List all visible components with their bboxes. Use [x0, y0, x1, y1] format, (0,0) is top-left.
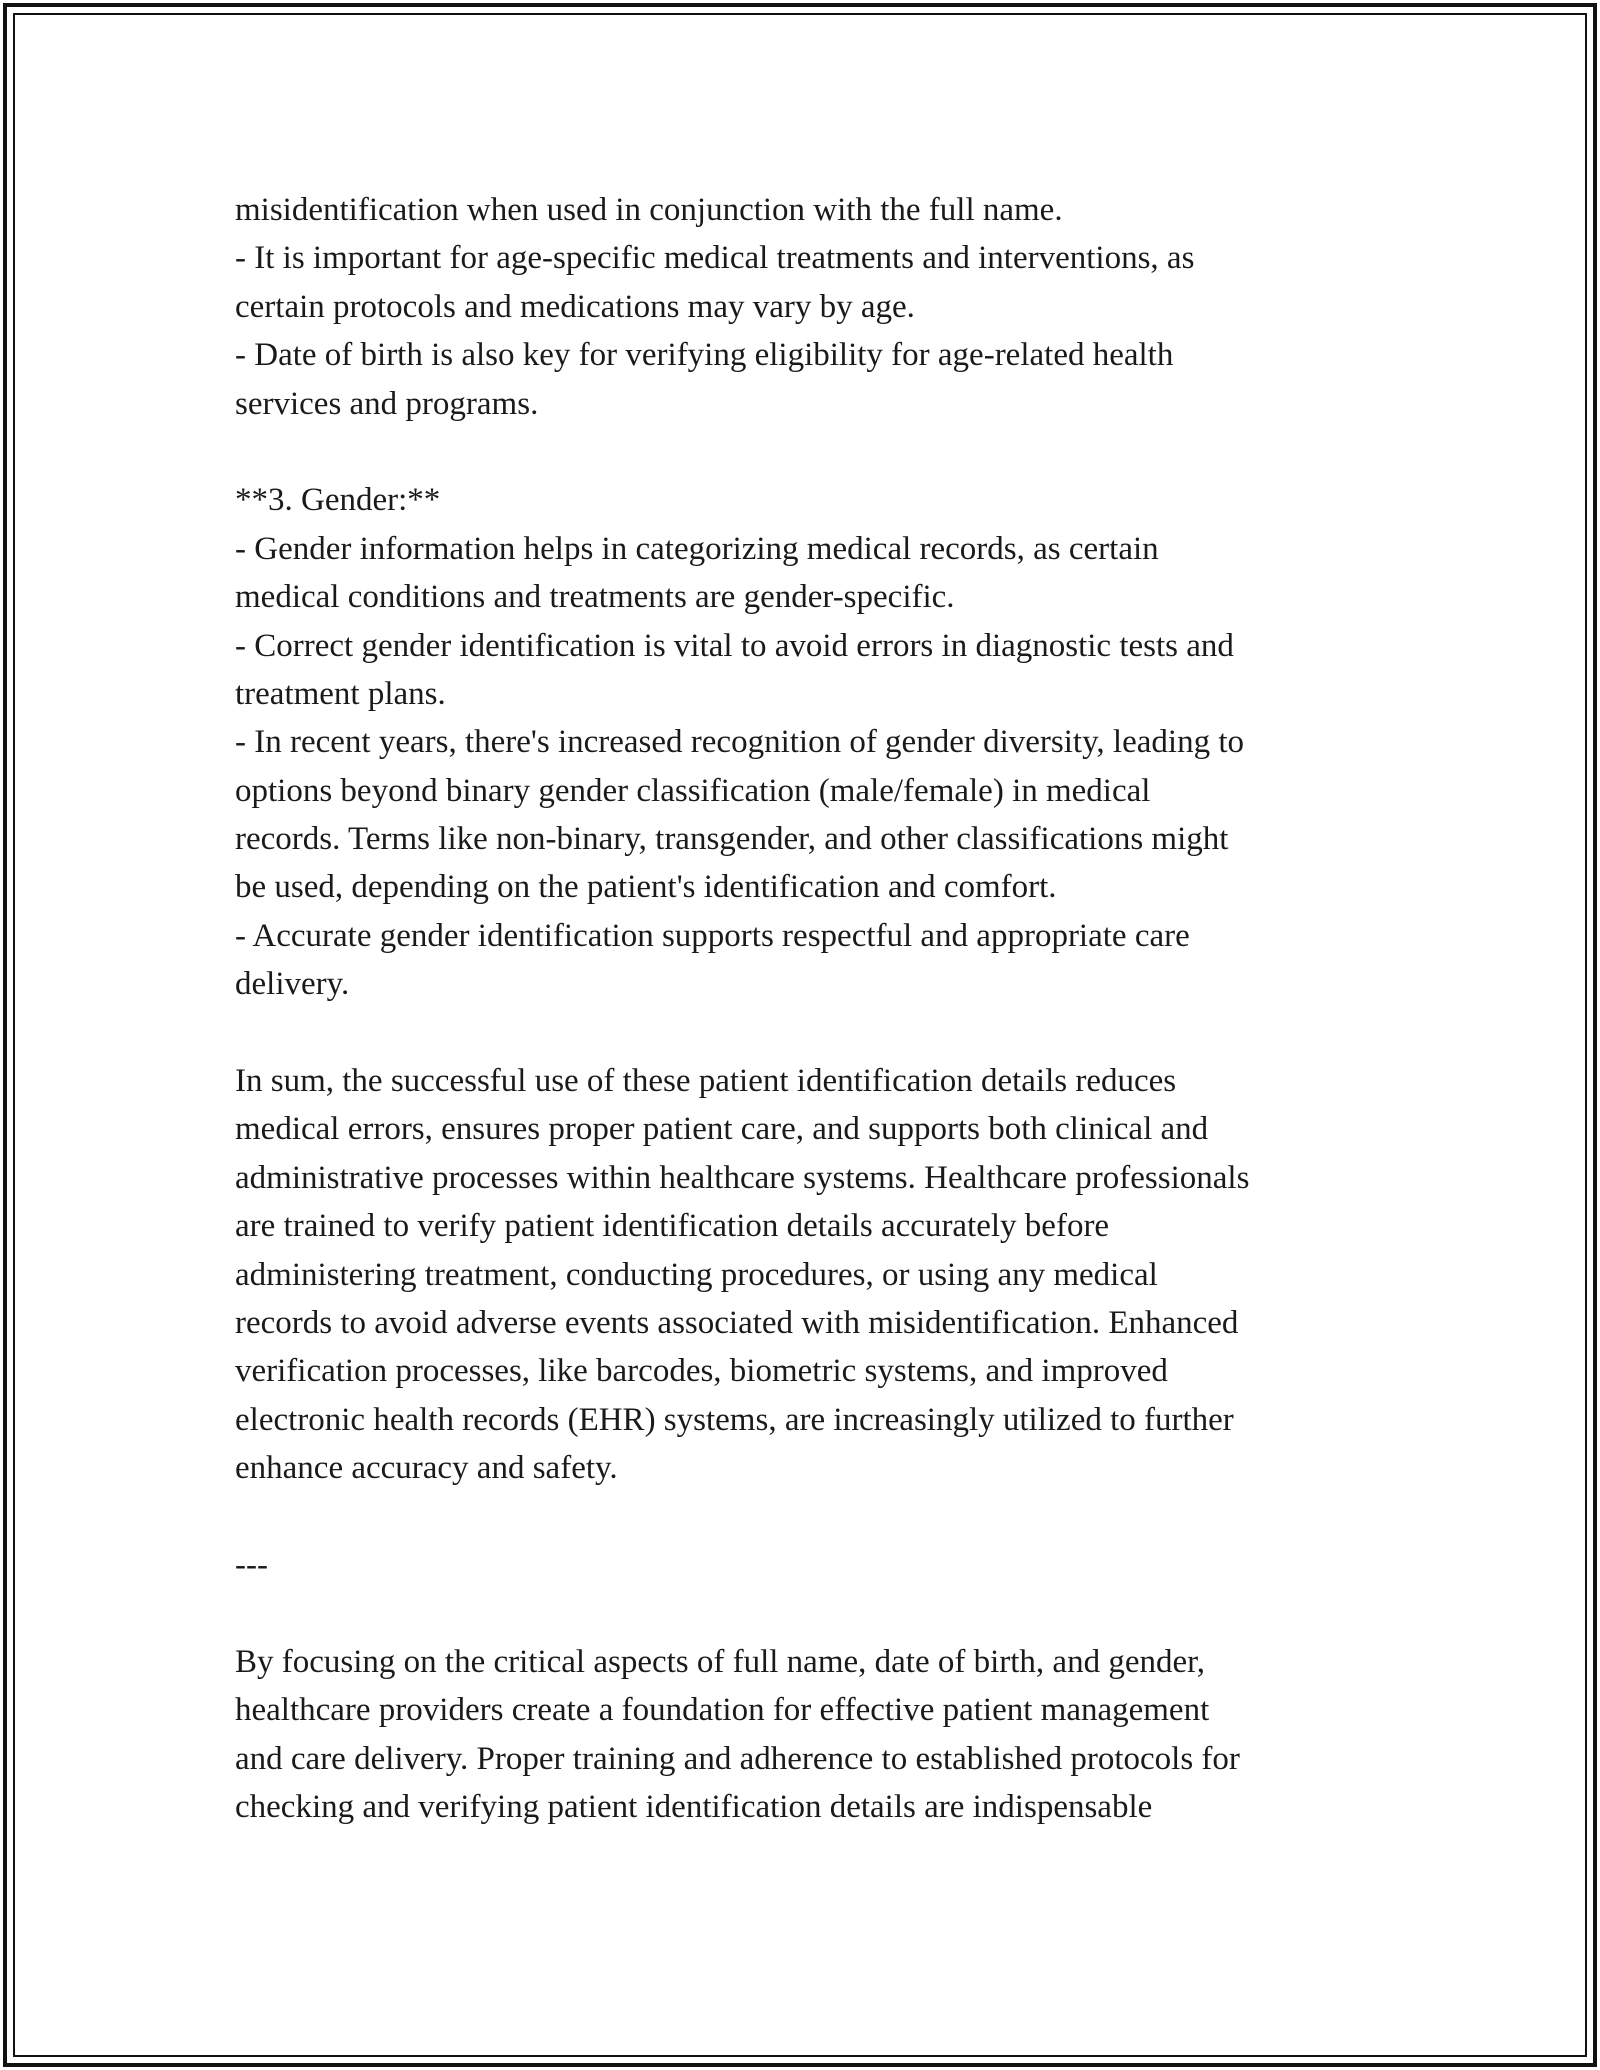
text-line: --- — [235, 1546, 268, 1583]
document-body — [235, 186, 1395, 1831]
text-line: - Date of birth is also key for verifying eligibility for age-related health — [235, 337, 1174, 374]
text-line: are trained to verify patient identification details accurately before — [235, 1208, 1110, 1245]
text-line: and care delivery. Proper training and adherence to established protocols for — [235, 1740, 1240, 1777]
text-line: misidentification when used in conjunction with the full name. — [235, 192, 1063, 228]
paragraph — [235, 1057, 1395, 1493]
text-line: medical errors, ensures proper patient care, and supports both clinical and — [235, 1111, 1209, 1148]
text-line: records. Terms like non-binary, transgender, and other classifications might — [235, 821, 1229, 858]
text-line: - It is important for age-specific medical treatments and interventions, as — [235, 240, 1195, 277]
paragraph — [235, 476, 1395, 1008]
text-line: enhance accuracy and safety. — [235, 1450, 618, 1487]
text-line: In sum, the successful use of these patient identification details reduces — [235, 1063, 1177, 1100]
text-line: medical conditions and treatments are gender-specific. — [235, 579, 955, 616]
text-line: services and programs. — [235, 385, 539, 422]
text-line: By focusing on the critical aspects of full name, date of birth, and gender, — [235, 1643, 1206, 1680]
text-line: healthcare providers create a foundation for effective patient management — [235, 1692, 1210, 1729]
text-line: treatment plans. — [235, 675, 446, 712]
text-line: delivery. — [235, 966, 350, 1003]
text-line: certain protocols and medications may vary by age. — [235, 288, 915, 325]
text-line: administering treatment, conducting procedures, or using any medical — [235, 1256, 1158, 1293]
paragraph-spacer — [235, 1009, 1395, 1057]
text-line: checking and verifying patient identification details are indispensable — [235, 1788, 1153, 1825]
text-line: - Accurate gender identification supports respectful and appropriate care — [235, 917, 1190, 954]
paragraph-spacer — [235, 1493, 1395, 1541]
text-line: be used, depending on the patient's identification and comfort. — [235, 869, 1057, 906]
paragraph — [235, 1638, 1395, 1832]
paragraph — [235, 186, 1395, 428]
text-line: options beyond binary gender classification (male/female) in medical — [235, 772, 1151, 809]
paragraph-spacer — [235, 428, 1395, 476]
horizontal-rule-text — [235, 1541, 1395, 1589]
text-line: **3. Gender:** — [235, 482, 441, 519]
text-line: records to avoid adverse events associated with misidentification. Enhanced — [235, 1304, 1239, 1341]
text-line: verification processes, like barcodes, biometric systems, and improved — [235, 1353, 1168, 1390]
text-line: administrative processes within healthcare systems. Healthcare professionals — [235, 1159, 1250, 1196]
text-line: - Correct gender identification is vital to avoid errors in diagnostic tests and — [235, 627, 1234, 664]
text-line: - In recent years, there's increased recognition of gender diversity, leading to — [235, 724, 1244, 761]
text-line: - Gender information helps in categorizing medical records, as certain — [235, 530, 1159, 567]
paragraph-spacer — [235, 1589, 1395, 1637]
text-line: electronic health records (EHR) systems, are increasingly utilized to further — [235, 1401, 1234, 1438]
